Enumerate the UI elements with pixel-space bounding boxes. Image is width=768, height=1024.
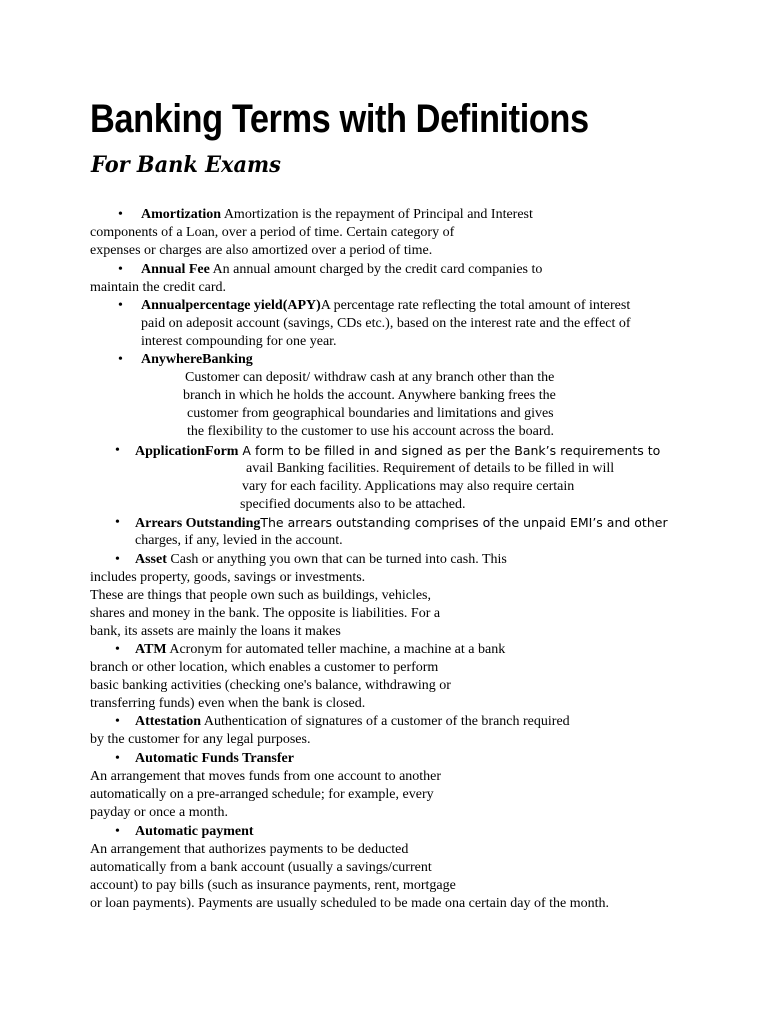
definition-line: or loan payments). Payments are usually scheduled to be made ona certain day of the month. [90,896,610,912]
term-label: AnywhereBanking [141,352,253,367]
definition-line: customer from geographical boundaries and limitations and gives [187,406,554,422]
definition-entry [141,297,630,315]
definition-line: by the customer for any legal purposes. [90,732,311,748]
definition-line: interest compounding for one year. [141,334,337,350]
term-label: Automatic payment [135,824,254,839]
definition-line: account) to pay bills (such as insurance payments, rent, mortgage [90,878,456,894]
bullet-icon: • [115,443,120,458]
definition-line: These are things that people own such as buildings, vehicles, [90,588,431,604]
definition-line: branch in which he holds the account. Anywhere banking frees the [183,388,556,404]
definition-line: specified documents also to be attached. [240,497,466,513]
term-label: Annual Fee [141,262,210,277]
bullet-icon: • [118,298,123,313]
definition-text: Acronym for automated teller machine, a machine at a bank [166,642,506,657]
term-label: ApplicationForm [135,444,239,459]
term-label: Amortization [141,207,222,222]
term-label: Annualpercentage yield(APY) [141,298,321,313]
definition-entry [135,514,668,533]
definition-line: Customer can deposit/ withdraw cash at any branch other than the [185,370,555,386]
definition-line: shares and money in the bank. The opposite is liabilities. For a [90,606,441,622]
definition-text: A percentage rate reflecting the total amount of interest [320,298,631,313]
definition-line: components of a Loan, over a period of time. Certain category of [90,225,455,241]
definition-entry [135,713,570,731]
definition-line: automatically on a pre-arranged schedule; for example, every [90,787,434,803]
definition-line: An arrangement that moves funds from one account to another [90,769,442,785]
term-label: Asset [135,552,167,567]
definition-line: avail Banking facilities. Requirement of details to be filled in will [246,461,615,477]
bullet-icon: • [118,207,123,222]
definition-line: vary for each facility. Applications may also require certain [242,479,575,495]
term-label: ATM [135,642,167,657]
definition-entry [141,206,533,224]
bullet-icon: • [118,262,123,277]
definition-entry [141,261,542,279]
definition-text: Amortization is the repayment of Principal and Interest [221,207,533,222]
definition-entry [141,351,253,369]
definition-entry [135,823,254,841]
definition-line: maintain the credit card. [90,280,227,296]
document-subtitle: For Bank Exams [91,152,281,178]
bullet-icon: • [115,714,120,729]
definition-entry [135,551,507,569]
definition-line: paid on adeposit account (savings, CDs etc.), based on the interest rate and the effect of [141,316,631,332]
bullet-icon: • [115,552,120,567]
definition-line: charges, if any, levied in the account. [135,533,343,549]
definition-line: payday or once a month. [90,805,229,821]
bullet-icon: • [115,751,120,766]
definition-text: Authentication of signatures of a customer of the branch required [201,714,570,729]
definition-line: branch or other location, which enables a customer to perform [90,660,439,676]
term-label: Arrears Outstanding [135,516,261,531]
definition-line: An arrangement that authorizes payments to be deducted [90,842,409,858]
definition-text: Cash or anything you own that can be turned into cash. This [166,552,507,567]
definition-line: basic banking activities (checking one's balance, withdrawing or [90,678,451,694]
bullet-icon: • [115,642,120,657]
document-title: Banking Terms with Definitions [90,97,589,141]
definition-line: the flexibility to the customer to use his account across the board. [187,424,555,440]
definition-line: bank, its assets are mainly the loans it makes [90,624,341,640]
definition-text: A form to be filled in and signed as per the Bank’s requirements to [238,443,661,458]
bullet-icon: • [118,352,123,367]
definition-text: An annual amount charged by the credit card companies to [209,262,543,277]
definition-entry [135,442,660,461]
definition-line: includes property, goods, savings or investments. [90,570,366,586]
term-label: Attestation [135,714,202,729]
bullet-icon: • [115,515,120,530]
definition-text: The arrears outstanding comprises of the unpaid EMI’s and other [260,515,668,530]
definition-line: transferring funds) even when the bank is closed. [90,696,366,712]
definition-line: automatically from a bank account (usually a savings/current [90,860,432,876]
definition-line: expenses or charges are also amortized over a period of time. [90,243,433,259]
definition-entry [135,750,294,768]
definition-entry [135,641,505,659]
term-label: Automatic Funds Transfer [135,751,294,766]
bullet-icon: • [115,824,120,839]
